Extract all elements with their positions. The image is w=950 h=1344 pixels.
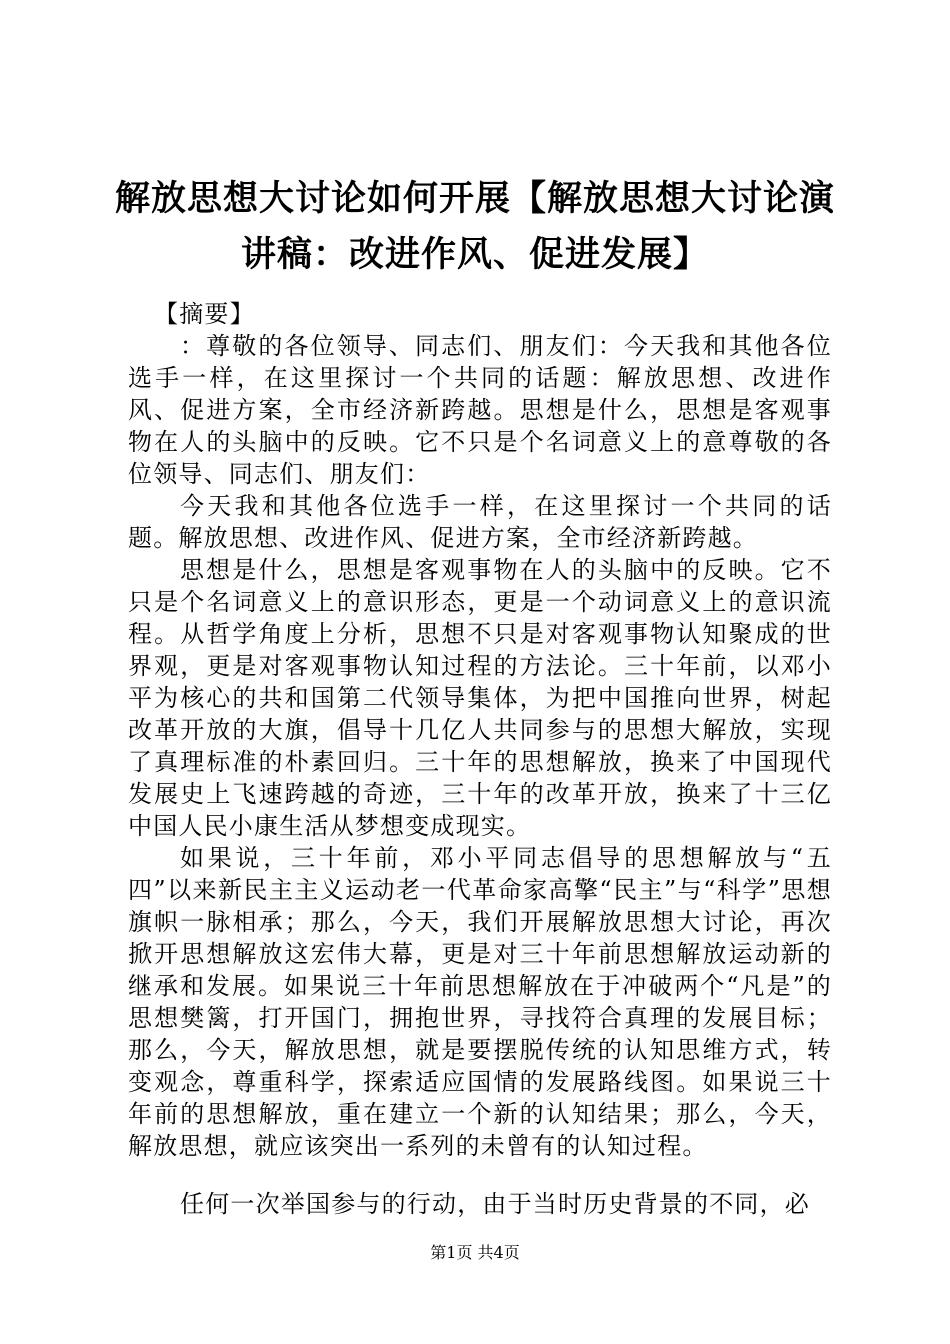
paragraph-2: 今天我和其他各位选手一样，在这里探讨一个共同的话题。解放思想、改进作风、促进方案，全市经济新跨越。 [128,492,832,552]
title-line-2: 讲稿：改进作风、促进发展】 [240,235,709,275]
page-footer: 第1页 共4页 [430,1243,520,1262]
paragraph-1: ：尊敬的各位领导、同志们、朋友们：今天我和其他各位选手一样，在这里探讨一个共同的话题：解放思想、改进作风、促进方案，全市经济新跨越。思想是什么，思想是客观事物在人的头脑中的反映。它不只是个名词意义上的意尊敬的各位领导、同志们、朋友们： [128,332,832,488]
document-body [128,298,832,1220]
document-title [112,171,838,283]
title-line-1: 解放思想大讨论如何开展【解放思想大讨论演 [114,179,835,219]
abstract-label: 【摘要】 [154,300,255,328]
paragraph-5: 任何一次举国参与的行动，由于当时历史背景的不同，必 [180,1190,810,1218]
paragraph-3: 思想是什么，思想是客观事物在人的头脑中的反映。它不只是个名词意义上的意识形态，更是一个动词意义上的意识流程。从哲学角度上分析，思想不只是对客观事物认知聚成的世界观，更是对客观事物认知过程的方法论。三十年前，以邓小平为核心的共和国第二代领导集体，为把中国推向世界，树起改革开放的大旗，倡导十几亿人共同参与的思想大解放，实现了真理标准的朴素回归。三十年的思想解放，换来了中国现代发展史上飞速跨越的奇迹，三十年的改革开放，换来了十三亿中国人民小康生活从梦想变成现实。 [128,556,832,840]
paragraph-4: 如果说，三十年前，邓小平同志倡导的思想解放与“五四”以来新民主主义运动老一代革命家高擎“民主”与“科学”思想旗帜一脉相承；那么，今天，我们开展解放思想大讨论，再次掀开思想解放这宏伟大幕，更是对三十年前思想解放运动新的继承和发展。如果说三十年前思想解放在于冲破两个“凡是”的思想樊篱，打开国门，拥抱世界，寻找符合真理的发展目标；那么，今天，解放思想，就是要摆脱传统的认知思维方式，转变观念，尊重科学，探索适应国情的发展路线图。如果说三十年前的思想解放，重在建立一个新的认知结果；那么，今天，解放思想，就应该突出一系列的未曾有的认知过程。 [128,844,832,1160]
